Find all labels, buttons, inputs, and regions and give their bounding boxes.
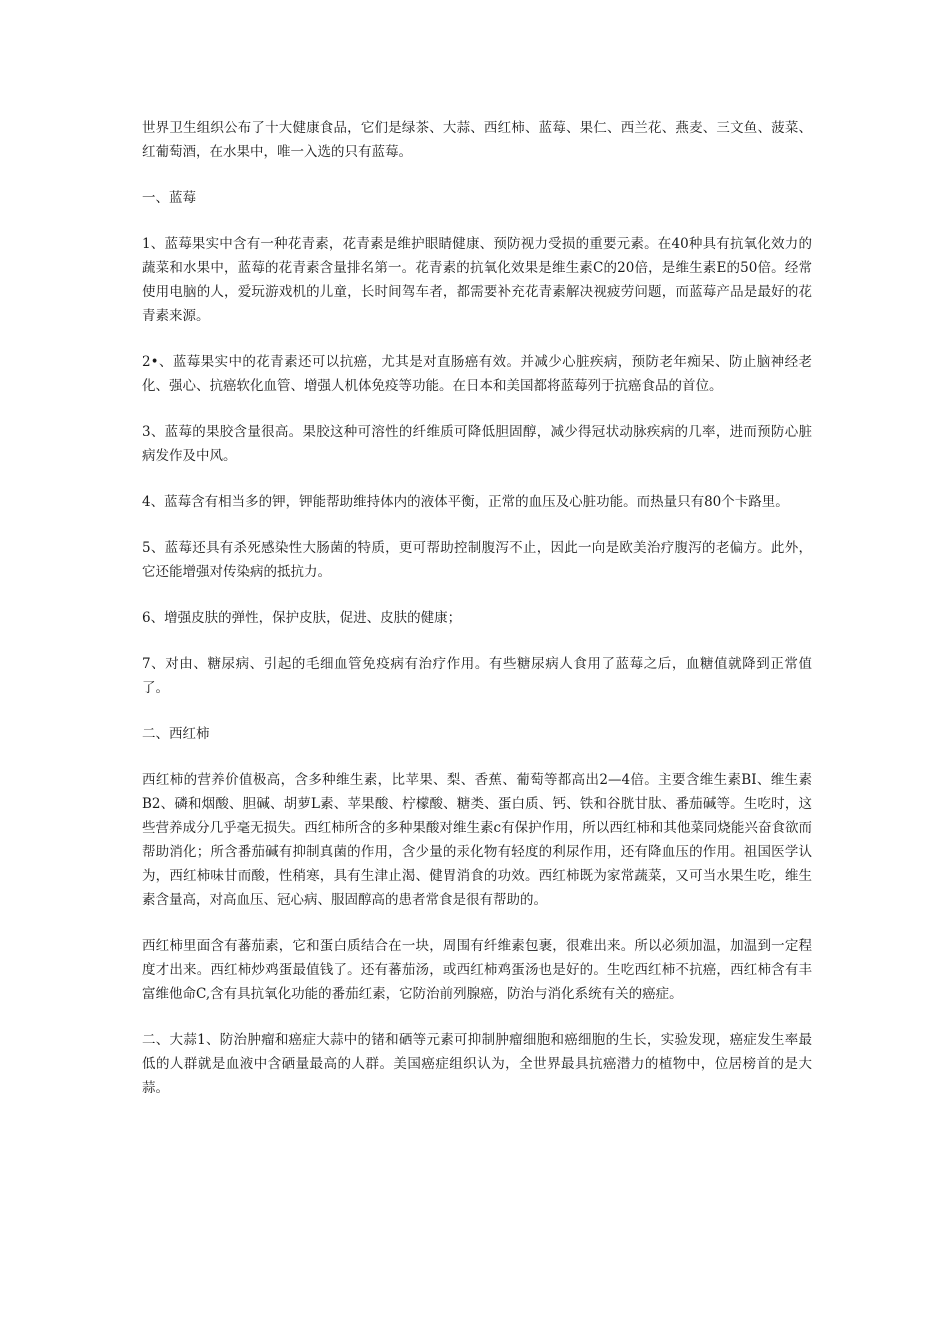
- tomato-paragraph-2: 西红柿里面含有蕃茄素，它和蛋白质结合在一块，周围有纤维素包裹，很难出来。所以必须加温，加温到一定程度才出来。西红柿炒鸡蛋最值钱了。还有蕃茄汤，或西红柿鸡蛋汤也是好的。生吃西红柿不抗癌，西红柿含有丰富维他命C,含有具抗氧化功能的番茄红素，它防治前列腺癌，防治与消化系统有关的癌症。: [142, 938, 812, 1002]
- blueberry-point-5: 5、蓝莓还具有杀死感染性大肠菌的特质，更可帮助控制腹泻不止，因此一向是欧美治疗腹泻的老偏方。此外，它还能增强对传染病的抵抗力。: [142, 540, 812, 580]
- blueberry-point-1: 1、蓝莓果实中含有一种花青素，花青素是维护眼睛健康、预防视力受损的重要元素。在40种具有抗氧化效力的蔬菜和水果中，蓝莓的花青素含量排名第一。花青素的抗氧化效果是维生素C的20倍，是维生素E的50倍。经常使用电脑的人，爱玩游戏机的儿童，长时间驾车者，都需要补充花青素解决视疲劳问题，而蓝莓产品是最好的花青素来源。: [142, 236, 812, 324]
- blueberry-point-6: 6、增强皮肤的弹性，保护皮肤，促进、皮肤的健康；: [142, 610, 462, 626]
- section-heading-tomato: 二、西红柿: [142, 726, 210, 742]
- blueberry-point-7: 7、对由、糖尿病、引起的毛细血管免疫病有治疗作用。有些糖尿病人食用了蓝莓之后，血糖值就降到正常值了。: [142, 656, 812, 696]
- blueberry-point-2: 2•、蓝莓果实中的花青素还可以抗癌，尤其是对直肠癌有效。并减少心脏疾病，预防老年痴呆、防止脑神经老化、强心、抗癌软化血管、增强人机体免疫等功能。在日本和美国都将蓝莓列于抗癌食品的首位。: [142, 354, 812, 394]
- garlic-paragraph: 二、大蒜1、防治肿瘤和癌症大蒜中的锗和硒等元素可抑制肿瘤细胞和癌细胞的生长，实验发现，癌症发生率最低的人群就是血液中含硒量最高的人群。美国癌症组织认为，全世界最具抗癌潜力的植物中，位居榜首的是大蒜。: [142, 1032, 812, 1096]
- document-body: [142, 116, 812, 1122]
- section-heading-blueberry: 一、蓝莓: [142, 190, 196, 206]
- blueberry-point-4: 4、蓝莓含有相当多的钾，钾能帮助维持体内的液体平衡，正常的血压及心脏功能。而热量只有80个卡路里。: [142, 494, 789, 510]
- tomato-paragraph-1: 西红柿的营养价值极高，含多种维生素，比苹果、梨、香蕉、葡萄等都高出2—4倍。主要含维生素BI、维生素B2、磷和烟酸、胆碱、胡萝L素、苹果酸、柠檬酸、糖类、蛋白质、钙、铁和谷胱甘肽、番茄碱等。生吃时，这些营养成分几乎毫无损失。西红柿所含的多种果酸对维生素c有保护作用，所以西红柿和其他菜同烧能兴奋食欲而帮助消化；所含番茄碱有抑制真菌的作用，含少量的汞化物有轻度的利尿作用，还有降血压的作用。祖国医学认为，西红柿味甘而酸，性稍寒，具有生津止渴、健胃消食的功效。西红柿既为家常蔬菜，又可当水果生吃，维生素含量高，对高血压、冠心病、服固醇高的患者常食是很有帮助的。: [142, 772, 812, 908]
- intro-paragraph: 世界卫生组织公布了十大健康食品，它们是绿茶、大蒜、西红柿、蓝莓、果仁、西兰花、燕麦、三文鱼、菠菜、红葡萄酒，在水果中，唯一入选的只有蓝莓。: [142, 120, 812, 160]
- blueberry-point-3: 3、蓝莓的果胶含量很高。果胶这种可溶性的纤维质可降低胆固醇，减少得冠状动脉疾病的几率，进而预防心脏病发作及中风。: [142, 424, 812, 464]
